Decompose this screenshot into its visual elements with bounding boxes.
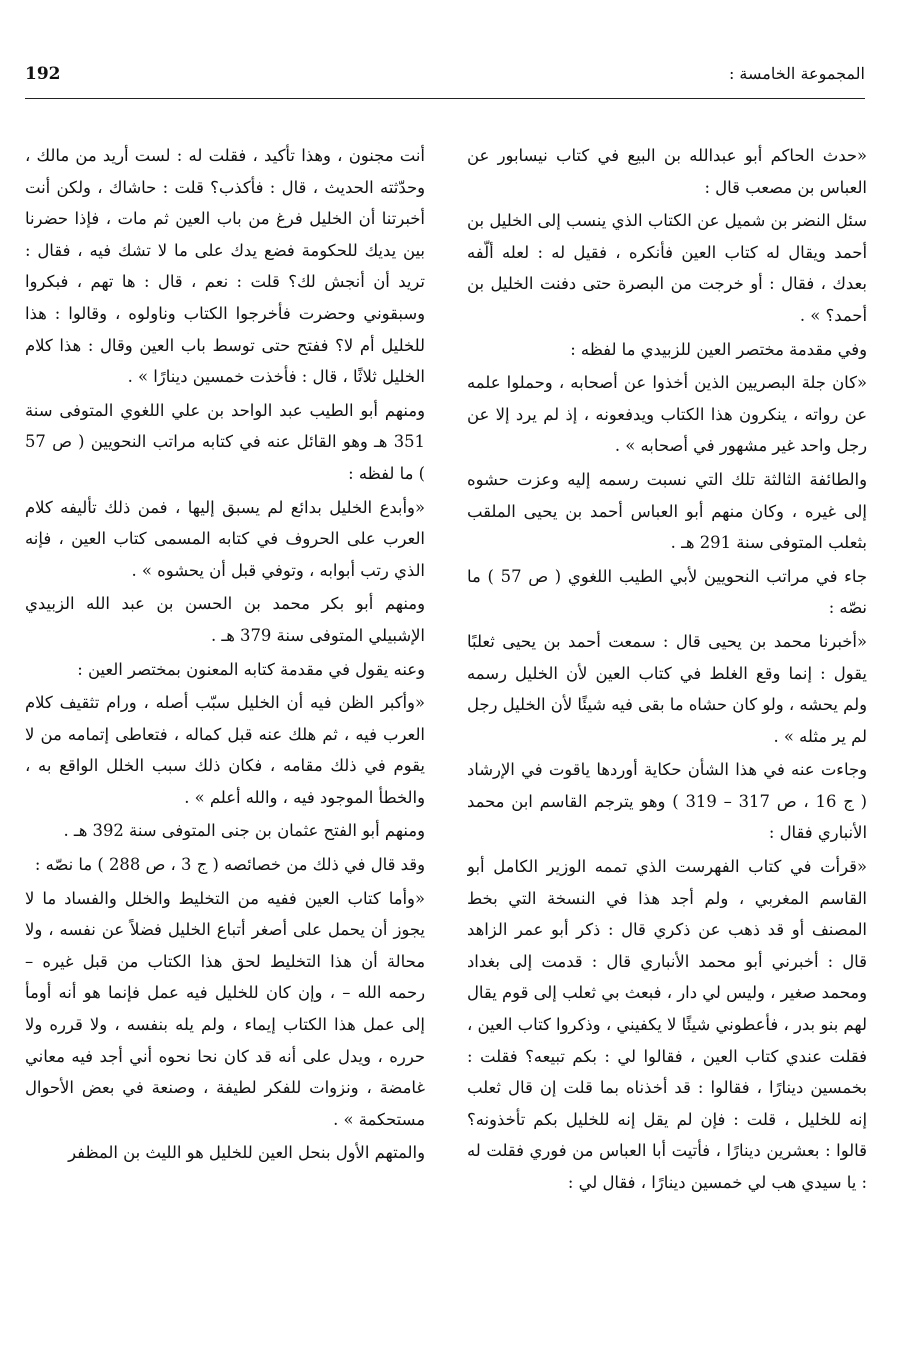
page-number: 192	[25, 64, 61, 84]
running-title: المجموعة الخامسة :	[728, 64, 865, 83]
right-column	[467, 140, 867, 1340]
paragraph: «حدث الحاكم أبو عبدالله بن البيع في كتاب نيسابور عن العباس بن مصعب قال :	[467, 146, 867, 197]
paragraph: «وأما كتاب العين ففيه من التخليط والخلل والفساد ما لا يجوز أن يحمل على أصغر أتباع الخليل فضلاً عن نفسه ، ولا محالة أن هذا التخليط لحق هذا الكتاب من قبل غيره – رحمه الله – ، وإن كان للخليل فيه عمل فإنما هو أنه أومأ إلى عمل هذا الكتاب إيماء ، ولم يله بنفسه ، ولا قرره ولا حرره ، ويدل على أنه قد كان نحا نحوه أني أجد فيه معاني غامضة ، ونزوات للفكر لطيفة ، وصنعة في بعض الأحوال مستحكمة » .	[25, 888, 425, 1129]
paragraph: سئل النضر بن شميل عن الكتاب الذي ينسب إلى الخليل بن أحمد ويقال له كتاب العين فأنكره ، فقيل له : لعله ألّفه بعدك ، فقال : أو خرجت من البصرة حتى دفنت الخليل بن أحمد؟ » .	[467, 211, 867, 325]
left-column	[25, 140, 425, 1340]
paragraph: وجاءت عنه في هذا الشأن حكاية أوردها ياقوت في الإرشاد ( ج 16 ، ص 317 – 319 ) وهو يترجم القاسم ابن محمد الأنباري فقال :	[467, 760, 867, 843]
paragraph: وقد قال في ذلك من خصائصه ( ج 3 ، ص 288 ) ما نصّه :	[34, 855, 425, 875]
paragraph: جاء في مراتب النحويين لأبي الطيب اللغوي ( ص 57 ) ما نصّه :	[467, 566, 867, 618]
paragraph: «وأبدع الخليل بدائع لم يسبق إليها ، فمن ذلك تأليفه كلام العرب على الحروف في كتابه المسمى كتاب العين ، فإنه الذي رتب أبوابه ، وتوفي قبل أن يحشوه » .	[25, 497, 425, 580]
paragraph: «كان جلة البصريين الذين أخذوا عن أصحابه ، وحملوا علمه عن رواته ، ينكرون هذا الكتاب ويدفعونه ، إذ لم يرد إلا عن رجل واحد غير مشهور في أصحابه » .	[467, 373, 867, 456]
paragraph: ومنهم أبو الفتح عثمان بن جنى المتوفى سنة 392 هـ .	[63, 821, 425, 841]
paragraph: أنت مجنون ، وهذا تأكيد ، فقلت له : لست أريد من مالك ، وحدّثته الحديث ، قال : فأكذب؟ قلت : حاشاك ، ولكن أنت أخبرتنا أن الخليل فرغ من باب العين ثم مات ، فإذا حضرنا بين يديك للحكومة فضع يدك على ما لا تشك فيه ، فقال : تريد أن أنجش لك؟ قلت : نعم ، قال : ها تهم ، فبكروا وسبقوني وحضرت فأخرجوا الكتاب وناولوه ، وقالوا : هذا للخليل أم لا؟ ففتح حتى توسط باب العين وقال : هذا كلام الخليل ثلاثًا ، قال : فأخذت خمسين دينارًا » .	[25, 146, 425, 387]
paragraph: «قرأت في كتاب الفهرست الذي تممه الوزير الكامل أبو القاسم المغربي ، ولم أجد هذا في النسخة التي بخط المصنف أو قد ذهب عن ذكري قال : ذكر أبو عمر الزاهد قال : أخبرني أبو محمد الأنباري قال : قدمت إلى بغداد ومحمد صغير ، وليس لي دار ، فبعث بي ثعلب إلى قوم يقال لهم بنو بدر ، فأعطوني شيئًا لا يكفيني ، وذكروا كتاب العين ، فقلت عندي كتاب العين ، فقالوا لي : بكم تبيعه؟ فقلت : بخمسين دينارًا ، فقالوا : قد أخذناه بما قلت إن قال ثعلب إنه للخليل ، قلت : فإن لم يقل إنه للخليل بكم تأخذونه؟ قالوا : بعشرين دينارًا ، فأتيت أبا العباس من فوري فقلت له : يا سيدي هب لي خمسين دينارًا ، فقال لي :	[467, 857, 867, 1192]
paragraph: ومنهم أبو الطيب عبد الواحد بن علي اللغوي المتوفى سنة 351 هـ وهو القائل عنه في كتابه مراتب النحويين ( ص 57 ) ما لفظه :	[25, 400, 425, 483]
paragraph: «أخبرنا محمد بن يحيى قال : سمعت أحمد بن يحيى ثعلبًا يقول : إنما وقع الغلط في كتاب العين لأن الخليل رسمه ولم يحشه ، ولو كان حشاه ما بقى فيه شيئًا لأن الخليل رجل لم ير مثله » .	[467, 631, 867, 746]
paragraph: وفي مقدمة مختصر العين للزبيدي ما لفظه :	[570, 339, 867, 359]
page-header	[25, 64, 865, 92]
paragraph: والمتهم الأول بنحل العين للخليل هو الليث بن المظفر	[68, 1143, 425, 1163]
paragraph: وعنه يقول في مقدمة كتابه المعنون بمختصر العين :	[77, 659, 425, 679]
paragraph: «وأكبر الظن فيه أن الخليل سبّب أصله ، ورام تثقيف كلام العرب فيه ، ثم هلك عنه قبل كماله ، فتعاطى إتمامه من لا يقوم في ذلك مقامه ، فكان ذلك سبب الخلل الواقع به ، والخطأ الموجود فيه ، والله أعلم » .	[25, 693, 425, 807]
paragraph: ومنهم أبو بكر محمد بن الحسن بن عبد الله الزبيدي الإشبيلي المتوفى سنة 379 هـ .	[25, 594, 425, 645]
header-rule	[25, 98, 865, 99]
paragraph: والطائفة الثالثة تلك التي نسبت رسمه إليه وعزت حشوه إلى غيره ، وكان منهم أبو العباس أحمد بن يحيى الملقب بثعلب المتوفى سنة 291 هـ .	[467, 469, 867, 553]
